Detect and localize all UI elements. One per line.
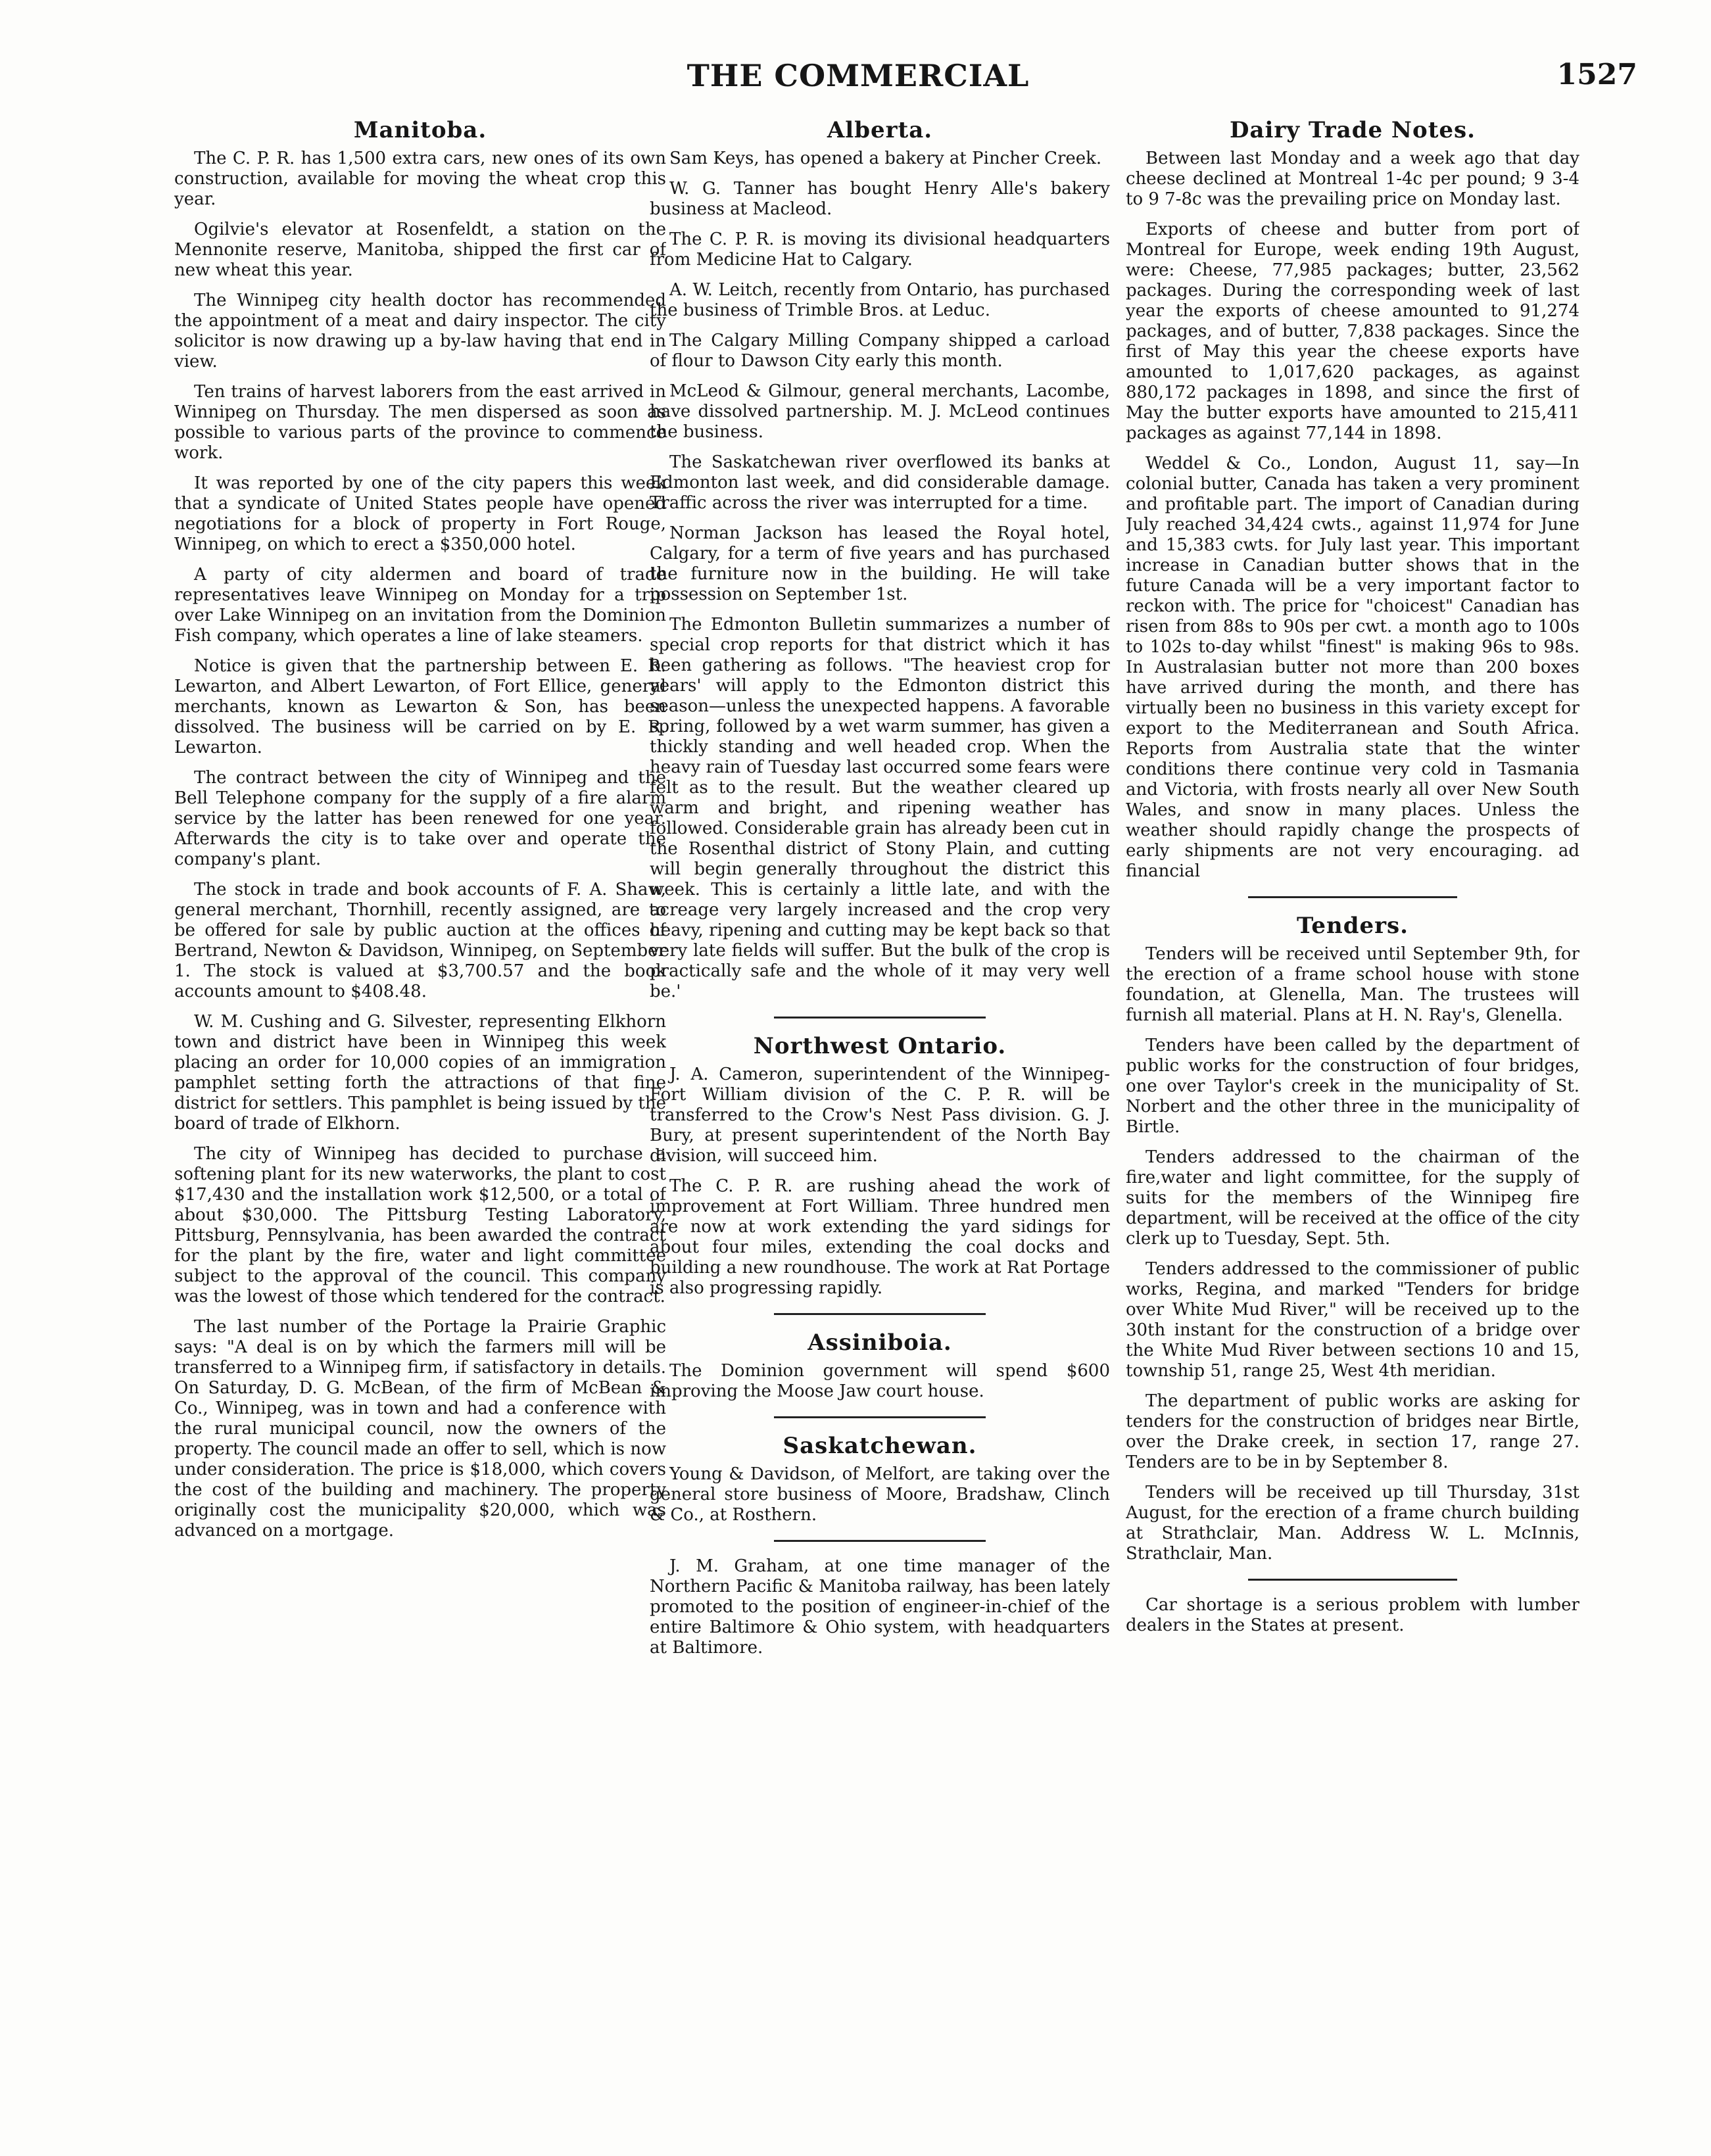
article-section [1126,117,1579,882]
news-paragraph: Ogilvie's elevator at Rosenfeldt, a station on the Mennonite reserve, Manitoba, shipped the first car of new wheat this year. [174,220,666,280]
news-paragraph: Between last Monday and a week ago that day cheese declined at Montreal 1-4c per pound; 9 3-4 to 9 7-8c was the prevailing price on Monday last. [1126,149,1579,209]
news-paragraph: A party of city aldermen and board of trade representatives leave Winnipeg on Monday for a trip over Lake Winnipeg on an invitation from the Dominion Fish company, which operates a line of lake steamers. [174,565,666,646]
article-section [650,1330,1110,1402]
article-section [650,1433,1110,1525]
news-paragraph: J. A. Cameron, superintendent of the Winnipeg-Fort William division of the C. P. R. will be transferred to the Crow's Nest Pass division. G. J. Bury, at present superintendent of the North Bay division, will succeed him. [650,1065,1110,1166]
newspaper-title: THE COMMERCIAL [687,58,1030,93]
news-paragraph: The Edmonton Bulletin summarizes a number of special crop reports for that district which it has been gathering as follows. "The heaviest crop for years' will apply to the Edmonton district this season—unless the unexpected happens. A favorable spring, followed by a wet warm summer, has given a thickly standing and well headed crop. When the heavy rain of Tuesday last occurred some fears were felt as to the result. But the weather cleared up warm and bright, and ripening weather has followed. Considerable grain has already been cut in the Rosenthal district of Stony Plain, and cutting will begin generally throughout the district this week. This is certainly a little late, and with the acreage very largely increased and the crop very heavy, ripening and cutting may be kept back so that very late fields will suffer. But the bulk of the crop is practically safe and the whole of it may very well be.' [650,615,1110,1001]
news-paragraph: J. M. Graham, at one time manager of the Northern Pacific & Manitoba railway, has been lately promoted to the position of engineer-in-chief of the entire Baltimore & Ohio system, with headquarters at Baltimore. [650,1556,1110,1658]
news-paragraph: The department of public works are asking for tenders for the construction of bridges near Birtle, over the Drake creek, in section 17, range 27. Tenders are to be in by September 8. [1126,1391,1579,1472]
section-heading: Tenders. [1296,913,1409,939]
news-paragraph: A. W. Leitch, recently from Ontario, has purchased the business of Trimble Bros. at Leduc. [650,280,1110,320]
column-2 [650,117,1110,2129]
news-paragraph: W. G. Tanner has bought Henry Alle's bakery business at Macleod. [650,179,1110,219]
section-heading: Assiniboia. [807,1330,952,1356]
news-paragraph: W. M. Cushing and G. Silvester, representing Elkhorn town and district have been in Winnipeg this week placing an order for 10,000 copies of an immigration pamphlet setting forth the attractions of that fine district for settlers. This pamphlet is being issued by the board of trade of Elkhorn. [174,1012,666,1134]
section-divider [774,1313,986,1315]
news-paragraph: The city of Winnipeg has decided to purchase a softening plant for its new waterworks, the plant to cost $17,430 and the installation work $12,500, or a total of about $30,000. The Pittsburg Testing Laboratory, Pittsburg, Pennsylvania, has been awarded the contract for the plant by the fire, water and light committee subject to the approval of the council. This company was the lowest of those which tendered for the contract. [174,1144,666,1306]
article-section [650,1556,1110,1658]
news-paragraph: The Saskatchewan river overflowed its banks at Edmonton last week, and did considerable damage. Traffic across the river was interrupted for a time. [650,452,1110,513]
section-divider [774,1540,986,1542]
section-heading: Alberta. [827,117,933,143]
section-divider [1248,1579,1457,1581]
news-paragraph: Norman Jackson has leased the Royal hotel, Calgary, for a term of five years and has purchased the furniture now in the building. He will take possession on September 1st. [650,523,1110,604]
news-paragraph: The C. P. R. is moving its divisional headquarters from Medicine Hat to Calgary. [650,229,1110,270]
section-heading: Manitoba. [353,117,487,143]
article-section [650,117,1110,1002]
news-paragraph: It was reported by one of the city papers this week that a syndicate of United States people have opened negotiations for a block of property in Fort Rouge, Winnipeg, on which to erect a $350,000 hotel. [174,473,666,554]
section-divider [1248,896,1457,898]
news-paragraph: The Dominion government will spend $600 improving the Moose Jaw court house. [650,1361,1110,1401]
news-paragraph: The C. P. R. are rushing ahead the work of improvement at Fort William. Three hundred men are now at work extending the yard sidings for about four miles, extending the coal docks and building a new roundhouse. The work at Rat Portage is also progressing rapidly. [650,1176,1110,1298]
news-paragraph: Notice is given that the partnership between E. R. Lewarton, and Albert Lewarton, of Fort Ellice, general merchants, known as Lewarton & Son, has been dissolved. The business will be carried on by E. R. Lewarton. [174,656,666,757]
news-paragraph: Ten trains of harvest laborers from the east arrived in Winnipeg on Thursday. The men dispersed as soon as possible to various parts of the province to commence work. [174,382,666,463]
section-divider [774,1416,986,1418]
section-heading: Saskatchewan. [783,1433,977,1459]
news-paragraph: The last number of the Portage la Prairie Graphic says: "A deal is on by which the farmers mill will be transferred to a Winnipeg firm, if satisfactory in details. On Saturday, D. G. McBean, of the firm of McBean & Co., Winnipeg, was in town and had a conference with the rural municipal council, now the owners of the property. The council made an offer to sell, which is now under consideration. The price is $18,000, which covers the cost of the building and machinery. The property originally cost the municipality $20,000, which was advanced on a mortgage. [174,1317,666,1541]
news-paragraph: Young & Davidson, of Melfort, are taking over the general store business of Moore, Bradshaw, Clinch & Co., at Rosthern. [650,1464,1110,1525]
section-heading: Northwest Ontario. [753,1033,1007,1059]
news-paragraph: Tenders addressed to the chairman of the fire,water and light committee, for the supply of suits for the members of the Winnipeg fire department, will be received at the office of the city clerk up to Tuesday, Sept. 5th. [1126,1147,1579,1249]
section-heading: Dairy Trade Notes. [1229,117,1476,143]
news-paragraph: Tenders have been called by the department of public works for the construction of four bridges, one over Taylor's creek in the municipality of St. Norbert and the other three in the municipality of Birtle. [1126,1036,1579,1137]
news-paragraph: Sam Keys, has opened a bakery at Pincher Creek. [669,149,1102,168]
column-3 [1126,117,1579,2129]
page-number: 1527 [1556,58,1637,91]
news-paragraph: The Calgary Milling Company shipped a carload of flour to Dawson City early this month. [650,331,1110,371]
column-1 [174,117,666,2129]
masthead [79,58,1637,104]
news-paragraph: Tenders will be received until September 9th, for the erection of a frame school house with stone foundation, at Glenella, Man. The trustees will furnish all material. Plans at H. N. Ray's, Glenella. [1126,944,1579,1025]
news-paragraph: McLeod & Gilmour, general merchants, Lacombe, have dissolved partnership. M. J. McLeod continues the business. [650,381,1110,442]
news-paragraph: Tenders addressed to the commissioner of public works, Regina, and marked "Tenders for bridge over White Mud River," will be received up to the 30th instant for the construction of a bridge over the White Mud River between sections 10 and 15, township 51, range 25, West 4th meridian. [1126,1259,1579,1381]
news-paragraph: The stock in trade and book accounts of F. A. Shaw, general merchant, Thornhill, recently assigned, are to be offered for sale by public auction at the offices of Bertrand, Newton & Davidson, Winnipeg, on September 1. The stock is valued at $3,700.57 and the book accounts amount to $408.48. [174,880,666,1001]
article-section [650,1033,1110,1299]
news-paragraph: Tenders will be received up till Thursday, 31st August, for the erection of a frame church building at Strathclair, Man. Address W. L. McInnis, Strathclair, Man. [1126,1483,1579,1564]
news-paragraph: The contract between the city of Winnipeg and the Bell Telephone company for the supply of a fire alarm service by the latter has been renewed for one year. Afterwards the city is to take over and operate the company's plant. [174,768,666,869]
article-section [1126,1595,1579,1636]
news-paragraph: Exports of cheese and butter from port of Montreal for Europe, week ending 19th August, were: Cheese, 77,985 packages; butter, 23,562 packages. During the corresponding week of last year the exports of cheese amounted to 91,274 packages, and of butter, 7,838 packages. Since the first of May this year the cheese exports have amounted to 1,017,620 packages, as against 880,172 packages in 1898, and since the first of May the butter exports have amounted to 215,411 packages as against 77,144 in 1898. [1126,220,1579,443]
news-paragraph: Weddel & Co., London, August 11, say—In colonial butter, Canada has taken a very prominent and profitable part. The import of Canadian during July reached 34,424 cwts., against 11,974 for June and 15,383 cwts. for July last year. This important increase in Canadian butter shows that in the future Canada will be a very important factor to reckon with. The price for "choicest" Canadian has risen from 88s to 90s per cwt. a month ago to 100s to 102s to-day whilst "finest" is making 96s to 98s. In Australasian butter not more than 200 boxes have arrived during the month, and there has virtually been no business in this variety except for export to the Mediterranean and South Africa. Reports from Australia state that the winter conditions there continue very cold in Tasmania and Victoria, with frosts nearly all over New South Wales, and snow in many places. Unless the weather should rapidly change the prospects of early shipments are not very encouraging. ad financial [1126,454,1579,881]
news-paragraph: The Winnipeg city health doctor has recommended the appointment of a meat and dairy inspector. The city solicitor is now drawing up a by-law having that end in view. [174,291,666,371]
article-section [174,117,666,1541]
news-paragraph: The C. P. R. has 1,500 extra cars, new ones of its own construction, available for moving the wheat crop this year. [174,149,666,209]
news-paragraph: Car shortage is a serious problem with lumber dealers in the States at present. [1126,1595,1579,1635]
article-section [1126,913,1579,1564]
section-divider [774,1017,986,1018]
